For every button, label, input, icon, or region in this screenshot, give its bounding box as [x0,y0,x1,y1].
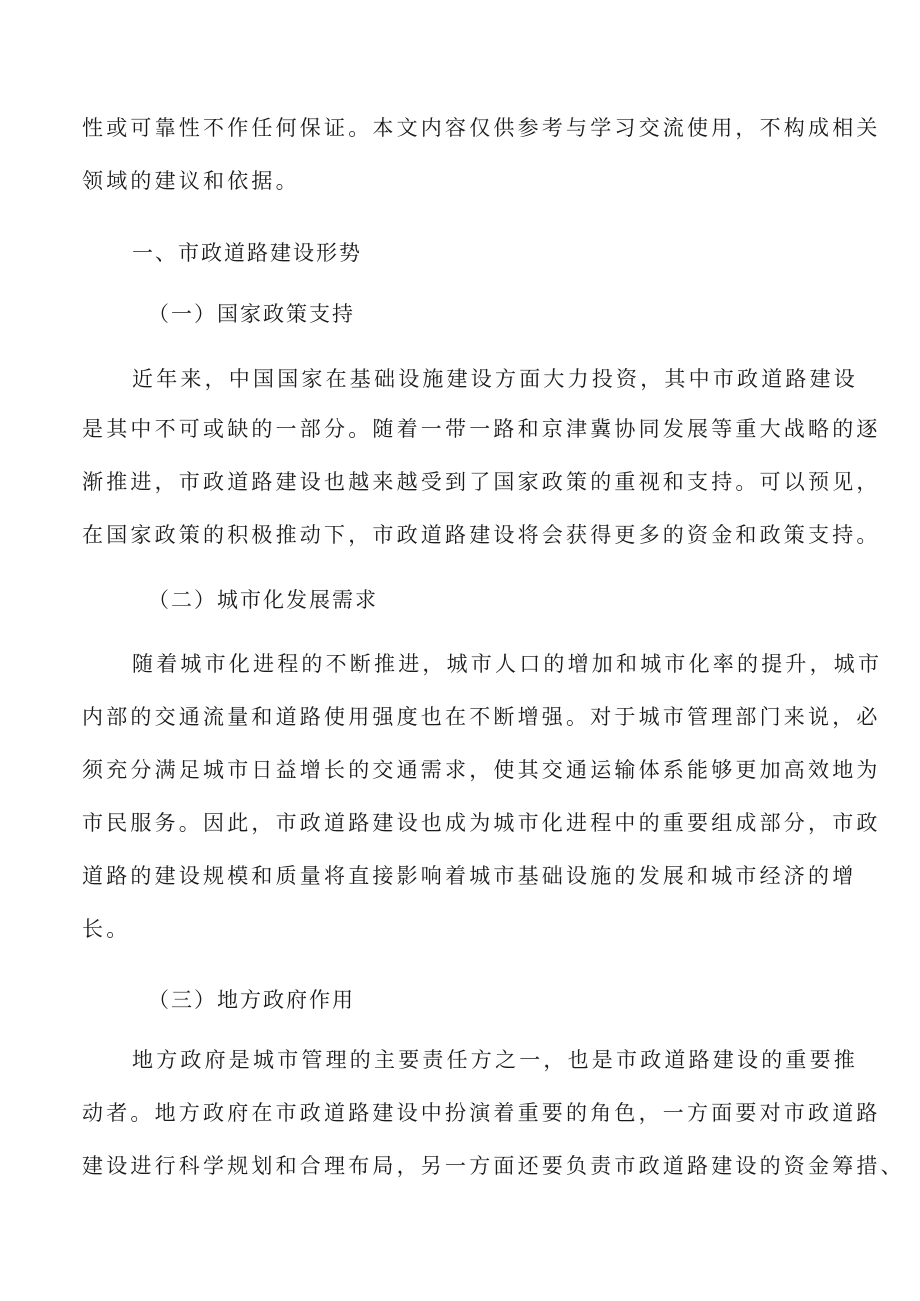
paragraph-line: 内部的交通流量和道路使用强度也在不断增强。对于城市管理部门来说，必 [82,705,881,729]
paragraph-line: 是其中不可或缺的一部分。随着一带一路和京津冀协同发展等重大战略的逐 [82,417,881,441]
paragraph-line: 须充分满足城市日益增长的交通需求，使其交通运输体系能够更加高效地为 [82,758,881,782]
paragraph-line: 随着城市化进程的不断推进，城市人口的增加和城市化率的提升，城市 [132,652,883,676]
subsection-title: （一）国家政策支持 [148,302,355,326]
paragraph-line: 市民服务。因此，市政道路建设也成为城市化进程中的重要组成部分，市政 [82,811,881,835]
subsection-title: （二）城市化发展需求 [148,588,378,612]
paragraph-line: 动者。地方政府在市政道路建设中扮演着重要的角色，一方面要对市政道路 [82,1101,881,1125]
intro-line: 性或可靠性不作任何保证。本文内容仅供参考与学习交流使用，不构成相关 [82,116,881,140]
intro-line: 领域的建议和依据。 [82,169,300,193]
paragraph-line: 渐推进，市政道路建设也越来越受到了国家政策的重视和支持。可以预见， [82,470,881,494]
paragraph-line: 长。 [82,917,131,941]
paragraph-line: 地方政府是城市管理的主要责任方之一，也是市政道路建设的重要推 [132,1048,858,1072]
paragraph-line: 近年来，中国国家在基础设施建设方面大力投资，其中市政道路建设 [132,367,858,391]
subsection-title: （三）地方政府作用 [148,988,355,1012]
paragraph-line: 建设进行科学规划和合理布局，另一方面还要负责市政道路建设的资金筹措、 [82,1154,905,1178]
paragraph-line: 道路的建设规模和质量将直接影响着城市基础设施的发展和城市经济的增 [82,864,857,888]
paragraph-line: 在国家政策的积极推动下，市政道路建设将会获得更多的资金和政策支持。 [82,523,881,547]
section-title: 一、市政道路建设形势 [132,241,362,265]
